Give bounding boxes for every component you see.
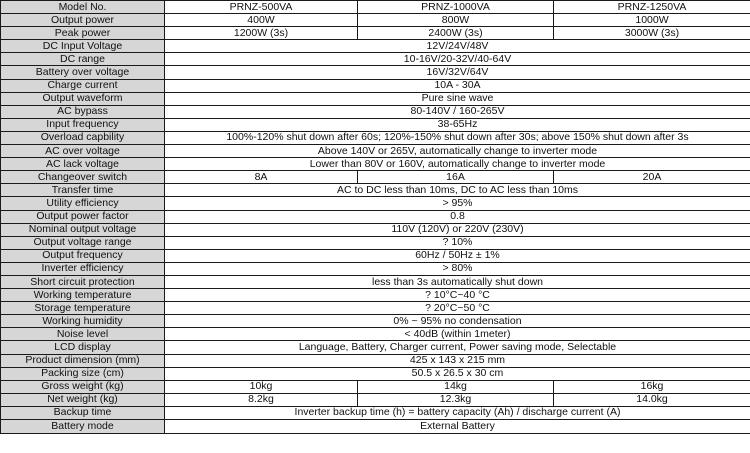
spec-value: 14kg [358, 380, 554, 393]
table-row [1, 289, 750, 302]
spec-value: 400W [165, 14, 358, 27]
spec-label: Inverter efficiency [1, 262, 165, 275]
spec-label: AC lack voltage [1, 158, 165, 171]
spec-label: Output power [1, 14, 165, 27]
spec-value: 425 x 143 x 215 mm [165, 354, 750, 367]
spec-value: 110V (120V) or 220V (230V) [165, 223, 750, 236]
spec-label: Overload capbility [1, 131, 165, 144]
spec-value: 0.8 [165, 210, 750, 223]
table-row [1, 79, 750, 92]
spec-value: 0% ~ 95% no condensation [165, 315, 750, 328]
spec-value: Above 140V or 265V, automatically change to inverter mode [165, 145, 750, 158]
spec-value: > 95% [165, 197, 750, 210]
model-name: PRNZ-1000VA [358, 1, 554, 14]
table-row [1, 158, 750, 171]
table-row [1, 380, 750, 393]
spec-value: 100%-120% shut down after 60s; 120%-150% shut down after 30s; above 150% shut down after 3s [165, 131, 750, 144]
spec-value: 50.5 x 26.5 x 30 cm [165, 367, 750, 380]
spec-label: Working temperature [1, 289, 165, 302]
spec-value: 8A [165, 171, 358, 184]
spec-label: Short circuit protection [1, 275, 165, 288]
table-row [1, 262, 750, 275]
table-row [1, 66, 750, 79]
spec-label: Output power factor [1, 210, 165, 223]
spec-label: AC over voltage [1, 145, 165, 158]
table-row [1, 210, 750, 223]
spec-value: 800W [358, 14, 554, 27]
spec-value: 20A [554, 171, 750, 184]
spec-label: Utility efficiency [1, 197, 165, 210]
spec-label: Input frequency [1, 118, 165, 131]
spec-label: Noise level [1, 328, 165, 341]
spec-value: < 40dB (within 1meter) [165, 328, 750, 341]
spec-label: Battery mode [1, 420, 165, 434]
table-row [1, 367, 750, 380]
table-row [1, 302, 750, 315]
spec-value: 8.2kg [165, 393, 358, 406]
spec-value: Language, Battery, Charger current, Power saving mode, Selectable [165, 341, 750, 354]
spec-value: 12V/24V/48V [165, 40, 750, 53]
table-row [1, 14, 750, 27]
table-row [1, 171, 750, 184]
spec-label: AC bypass [1, 105, 165, 118]
table-row [1, 328, 750, 341]
table-row [1, 406, 750, 419]
spec-label: DC Input Voltage [1, 40, 165, 53]
spec-value: 12.3kg [358, 393, 554, 406]
spec-value: less than 3s automatically shut down [165, 275, 750, 288]
table-row [1, 40, 750, 53]
spec-label: DC range [1, 53, 165, 66]
spec-table-body [1, 1, 750, 434]
model-name: PRNZ-500VA [165, 1, 358, 14]
table-row [1, 27, 750, 40]
spec-value: 16kg [554, 380, 750, 393]
table-row [1, 223, 750, 236]
table-row [1, 118, 750, 131]
spec-label: Charge current [1, 79, 165, 92]
spec-value: 1000W [554, 14, 750, 27]
table-row [1, 315, 750, 328]
spec-value: 2400W (3s) [358, 27, 554, 40]
table-row [1, 53, 750, 66]
header-label: Model No. [1, 1, 165, 14]
spec-value: 10kg [165, 380, 358, 393]
spec-value: Inverter backup time (h) = battery capacity (Ah) / discharge current (A) [165, 406, 750, 419]
spec-value: Pure sine wave [165, 92, 750, 105]
spec-value: 1200W (3s) [165, 27, 358, 40]
table-row [1, 92, 750, 105]
spec-value: 3000W (3s) [554, 27, 750, 40]
table-row [1, 131, 750, 144]
spec-value: External Battery [165, 420, 750, 434]
table-row [1, 393, 750, 406]
spec-value: > 80% [165, 262, 750, 275]
spec-value: Lower than 80V or 160V, automatically change to inverter mode [165, 158, 750, 171]
table-row [1, 249, 750, 262]
spec-value: 60Hz / 50Hz ± 1% [165, 249, 750, 262]
spec-value: ? 10% [165, 236, 750, 249]
spec-value: 16A [358, 171, 554, 184]
spec-label: Battery over voltage [1, 66, 165, 79]
table-header-row [1, 1, 750, 14]
spec-label: Output voltage range [1, 236, 165, 249]
spec-value: AC to DC less than 10ms, DC to AC less than 10ms [165, 184, 750, 197]
spec-label: Working humidity [1, 315, 165, 328]
table-row [1, 197, 750, 210]
spec-label: Gross weight (kg) [1, 380, 165, 393]
model-name: PRNZ-1250VA [554, 1, 750, 14]
spec-label: Output frequency [1, 249, 165, 262]
spec-label: Nominal output voltage [1, 223, 165, 236]
spec-value: 14.0kg [554, 393, 750, 406]
spec-value: ? 20°C~50 °C [165, 302, 750, 315]
table-row [1, 341, 750, 354]
spec-value: 10-16V/20-32V/40-64V [165, 53, 750, 66]
spec-label: Product dimension (mm) [1, 354, 165, 367]
table-row [1, 275, 750, 288]
table-row [1, 236, 750, 249]
table-row [1, 184, 750, 197]
spec-label: Output waveform [1, 92, 165, 105]
spec-label: Backup time [1, 406, 165, 419]
spec-value: 16V/32V/64V [165, 66, 750, 79]
spec-value: 38-65Hz [165, 118, 750, 131]
spec-label: LCD display [1, 341, 165, 354]
table-row [1, 145, 750, 158]
table-row [1, 420, 750, 434]
spec-label: Changeover switch [1, 171, 165, 184]
table-row [1, 354, 750, 367]
spec-label: Packing size (cm) [1, 367, 165, 380]
spec-value: ? 10°C~40 °C [165, 289, 750, 302]
spec-label: Storage temperature [1, 302, 165, 315]
spec-label: Peak power [1, 27, 165, 40]
spec-label: Transfer time [1, 184, 165, 197]
table-row [1, 105, 750, 118]
spec-value: 80-140V / 160-265V [165, 105, 750, 118]
spec-label: Net weight (kg) [1, 393, 165, 406]
spec-value: 10A - 30A [165, 79, 750, 92]
